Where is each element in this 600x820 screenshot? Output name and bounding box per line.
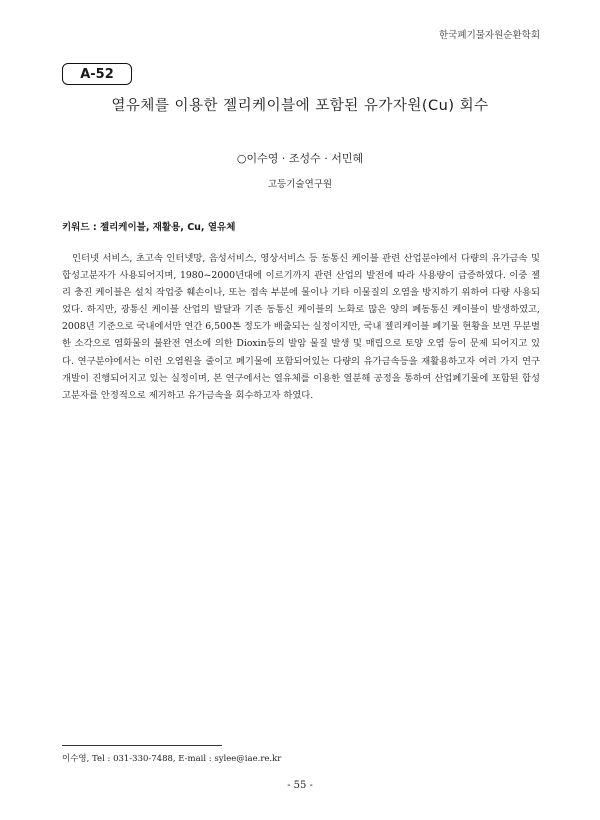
page-number: - 55 - bbox=[287, 780, 313, 791]
affiliation: 고등기술연구원 bbox=[267, 179, 333, 190]
journal-society-name: 한국폐기물자원순환학회 bbox=[439, 30, 540, 41]
paper-title: 열유체를 이용한 젤리케이블에 포함된 유가자원(Cu) 회수 bbox=[111, 98, 489, 114]
footnote-divider bbox=[62, 745, 222, 746]
keywords: 키워드 : 젤리케이블, 재활용, Cu, 열유체 bbox=[62, 222, 236, 233]
author-list: ○이수영 · 조성수 · 서민혜 bbox=[236, 152, 364, 165]
abstract-body: 인터넷 서비스, 초고속 인터넷망, 음성서비스, 영상서비스 등 동통신 케이블 관련 산업분야에서 다량의 유가금속 및 합성고분자가 사용되어지며, 1980~2000년대에 이르기까지 관련 산업의 발전에 따라 사용량이 급증하였다. 이중 젤리 충진 케이블은 설치 작업중 훼손이나, 또는 접속 부분에 물이나 기타 이물질의 오염을 방지하기 위하여 다량 사용되었다. 하지만, 광통신 케이블 산업의 발달과 기존 동통신 케이블의 노화로 많은 양의 폐동통신 케이블이 발생하였고, 2008년 기준으로 국내에서만 연간 6,500톤 정도가 배출되는 실정이지만, 국내 젤리케이블 폐기물 현황을 보면 무분별한 소각으로 염화물의 불완전 연소에 의한 Dioxin등의 발암 물질 발생 및 매립으로 토양 오염 등이 문제 되어지고 있다. 연구분야에서는 이런 오염원을 줄이고 폐기물에 포함되어있는 다량의 유가금속등을 재활용하고자 여러 가지 연구개발이 진행되어지고 있는 실정이며, 본 연구에서는 열유체를 이용한 열분해 공정을 통하여 산업폐기물에 포함된 합성고분자를 안정적으로 제거하고 유가금속을 회수하고자 하였다. bbox=[62, 253, 540, 401]
corresponding-author-footnote: 이수영, Tel : 031-330-7488, E-mail : sylee@iae.re.kr bbox=[62, 754, 282, 764]
paper-code-badge: A-52 bbox=[62, 63, 132, 85]
